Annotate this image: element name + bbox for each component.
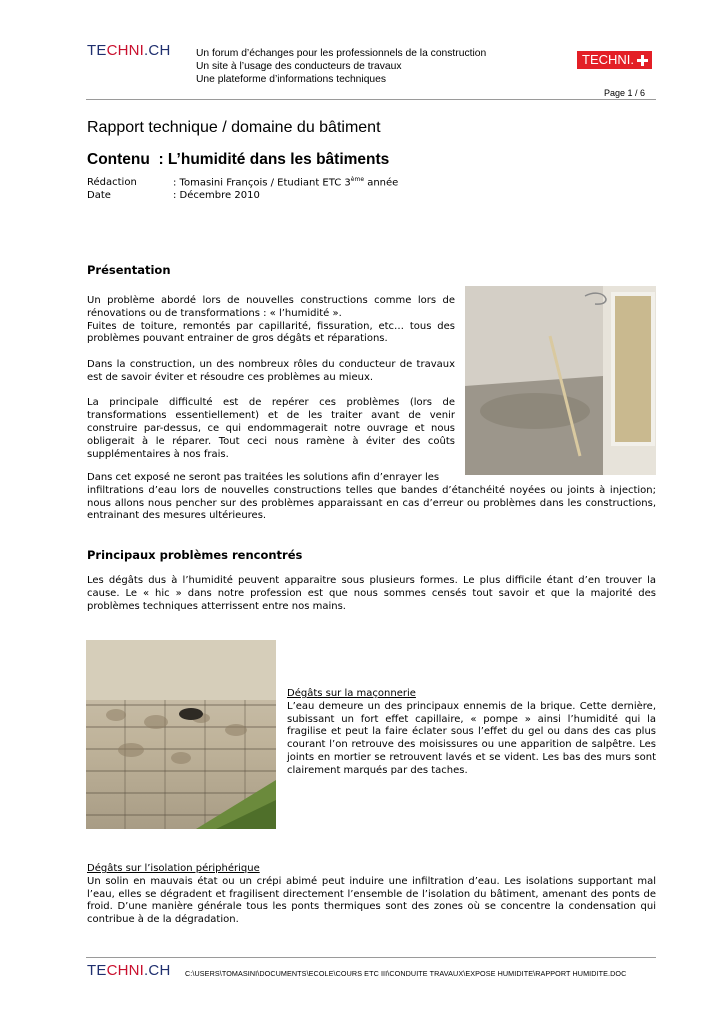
masonry-text: L’eau demeure un des principaux ennemis de la brique. Cette dernière, subissant un fort effet capillaire, « pompe » ainsi l’humidité qui la fragilise et peut la faire éclater sous l’effet du gel ou dans des cas plus courant l’on retrouve des moisissures ou une apparition de salpêtre. Les joints en mortier se retrouvent lavés et se vident. Les bas des murs sont clairement marqués par des taches. <box>287 700 656 776</box>
footer-brand-ch: .CH <box>144 962 171 979</box>
presentation-p1a: Un problème abordé lors de nouvelles constructions comme lors de rénovations ou de transformations : « l’humidité ». <box>87 295 455 319</box>
insulation-title: Dégâts sur l’isolation périphérique <box>87 863 260 874</box>
swiss-cross-icon <box>637 55 648 66</box>
header-brand <box>87 42 170 59</box>
footer-brand-te: TE <box>87 962 107 979</box>
header-divider <box>86 99 656 100</box>
presentation-text-column <box>87 295 455 461</box>
page-number: Page 1 / 6 <box>604 88 646 98</box>
masonry-title: Dégâts sur la maçonnerie <box>287 688 416 699</box>
meta-redaction-label: Rédaction <box>87 177 137 189</box>
problems-intro <box>87 575 656 613</box>
footer-file-path: C:\USERS\TOMASINI\DOCUMENTS\ECOLE\COURS ETC III\CONDUITE TRAVAUX\EXPOSE HUMIDITE\RAPPORT HUMIDITE.DOC <box>185 969 627 978</box>
brand-part-ch: .CH <box>144 42 171 59</box>
insulation-text: Un solin en mauvais état ou un crépi abimé peut induire une infiltration d’eau. Les isolations supportant mal l’eau, elles se dégradent et fragilisent directement l’ensemble de l’isolation du bâtiment, amenant des ponts de froid. D’une manière générale tous les ponts thermiques sont des zones où se concentre la condensation qui contribue à de la dégradation. <box>87 875 656 926</box>
footer-brand-chni: CHNI <box>106 962 145 979</box>
presentation-p4 <box>87 472 656 523</box>
brand-part-chni: CHNI <box>106 42 145 59</box>
masonry-block <box>287 688 656 778</box>
photo-room-drawing <box>465 286 656 475</box>
presentation-p4a: Dans cet exposé ne seront pas traitées les solutions afin d’enrayer les <box>87 472 440 483</box>
section-heading-problems: Principaux problèmes rencontrés <box>87 548 303 562</box>
photo-humid-room <box>465 286 656 475</box>
presentation-paragraph-2: Dans la construction, un des nombreux rôles du conducteur de travaux est de savoir éviter et résoudre ces problèmes au mieux. <box>87 358 455 383</box>
insulation-block <box>87 863 656 927</box>
techni-logo <box>577 51 652 69</box>
presentation-paragraph-4 <box>87 472 656 523</box>
meta-date-value: : Décembre 2010 <box>173 190 260 202</box>
header-tagline <box>196 47 556 86</box>
tagline-line-2: Un site à l’usage des conducteurs de travaux <box>196 61 402 72</box>
meta-date-label: Date <box>87 190 111 202</box>
section-heading-presentation: Présentation <box>87 263 171 277</box>
brand-part-te: TE <box>87 42 107 59</box>
tagline-line-1: Un forum d’échanges pour les professionnels de la construction <box>196 48 487 59</box>
meta-redaction-tail: année <box>364 177 399 189</box>
photo-wall-drawing <box>86 640 276 829</box>
photo-damaged-masonry <box>86 640 276 829</box>
meta-redaction <box>87 173 398 189</box>
problems-intro-text: Les dégâts dus à l’humidité peuvent apparaitre sous plusieurs formes. Le plus difficile étant d’en trouver la cause. Le « hic » dans notre profession est que nous sommes censés tout savoir et que la majorité des problèmes techniques atterrissent entre nos mains. <box>87 575 656 612</box>
presentation-p4b: infiltrations d’eau lors de nouvelles constructions telles que bandes d’étanchéité noyées ou joints à injection; nous allons nous pencher sur des problèmes apparaissant en cas d’erreur ou problèmes dans les constructions, entrainant des mesures ultérieures. <box>87 484 656 522</box>
footer-brand <box>87 962 170 979</box>
meta-date <box>87 189 398 202</box>
meta-redaction-value: : Tomasini François / Etudiant ETC 3 <box>173 177 351 189</box>
content-title: Contenu : L’humidité dans les bâtiments <box>87 151 390 168</box>
presentation-paragraph-1 <box>87 295 455 346</box>
logo-text: TECHNI. <box>582 52 634 67</box>
presentation-paragraph-3: La principale difficulté est de repérer ces problèmes (lors de transformations essentiellement) et de les traiter avant de venir construire par-dessus, ce qui endommagerait notre ouvrage et nous obligerait à le réparer. Tout ceci nous ramène à éviter des coûts supplémentaires à nos frais. <box>87 397 455 460</box>
footer-divider <box>86 957 656 958</box>
tagline-line-3: Une plateforme d’informations techniques <box>196 74 387 85</box>
meta-block <box>87 173 398 202</box>
document-title: Rapport technique / domaine du bâtiment <box>87 119 381 136</box>
presentation-p1b: Fuites de toiture, remontés par capillarité, fissuration, etc… tous des problèmes pouvant entrainer de gros dégâts et réparations. <box>87 320 455 345</box>
meta-redaction-sup: ème <box>350 176 365 183</box>
